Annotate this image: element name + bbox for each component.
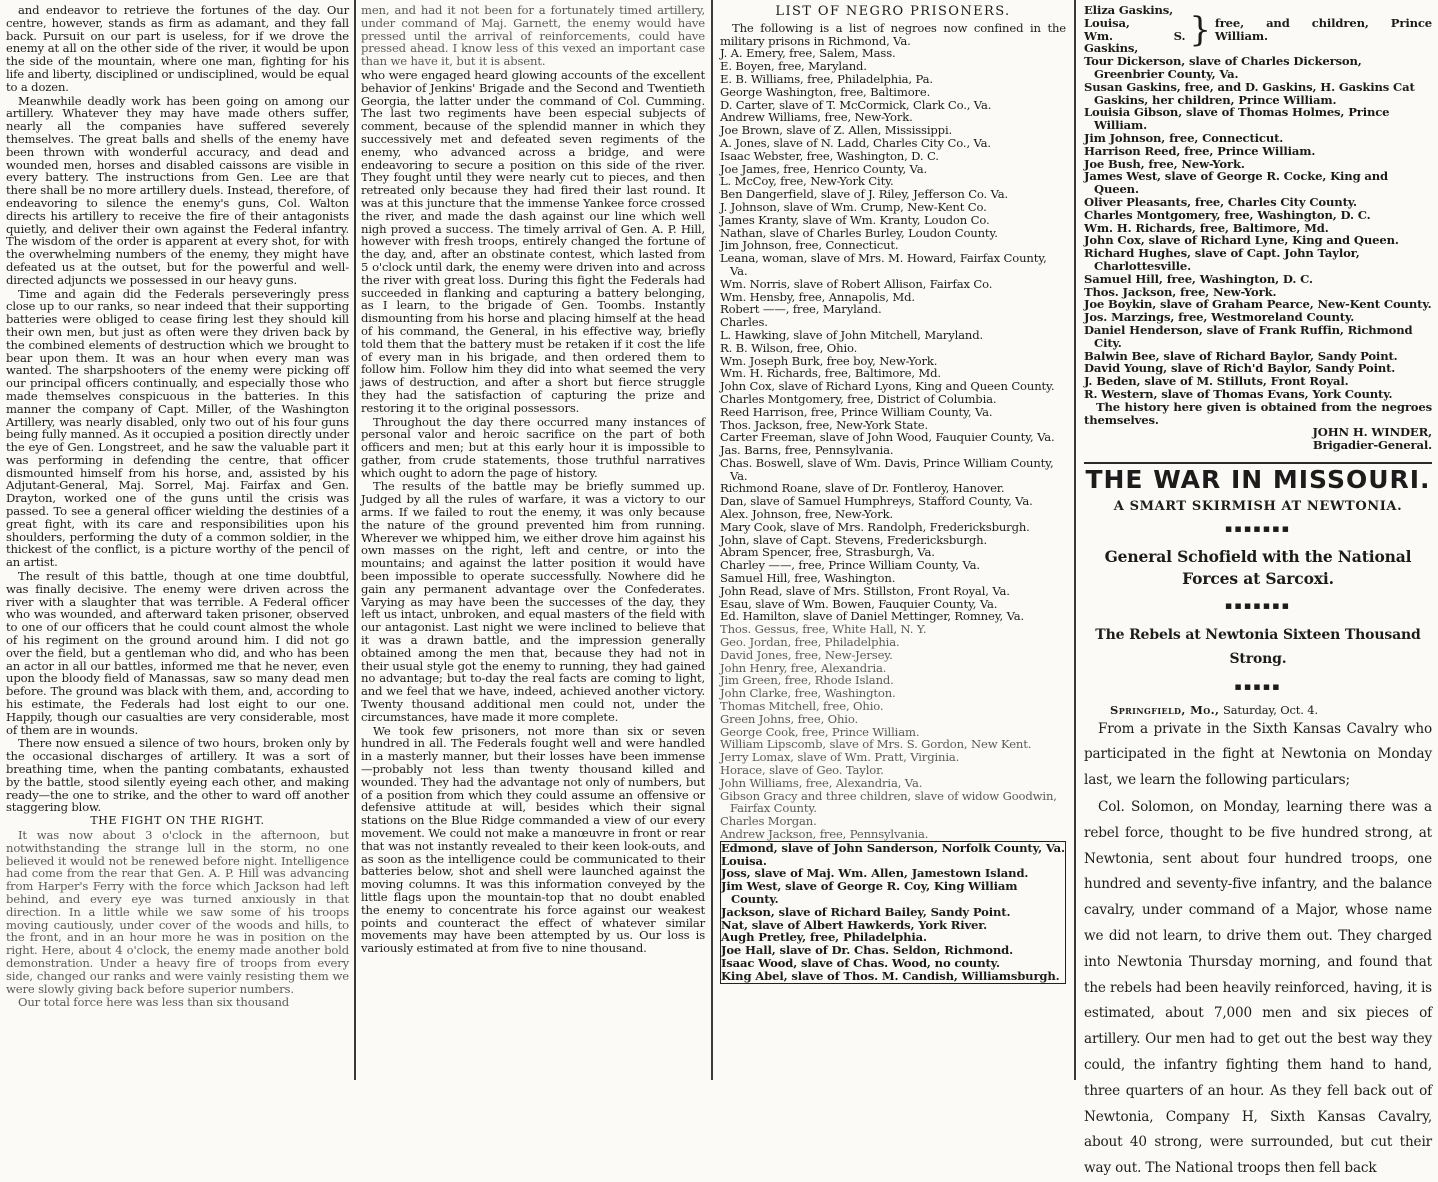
- prisoner-entry: E. Boyen, free, Maryland.: [720, 59, 867, 74]
- prisoner-list: [720, 47, 1066, 623]
- prisoner-entry: Charley ——, free, Prince William County, Va.: [720, 558, 980, 573]
- prisoner-entry: Abram Spencer, free, Strasburgh, Va.: [720, 545, 935, 560]
- prisoner-entry: Daniel Henderson, slave of Frank Ruffin, Richmond City.: [1084, 322, 1413, 350]
- prisoner-entry: Joe Bush, free, New-York.: [1084, 156, 1245, 171]
- prisoner-list-boxed: [720, 841, 1066, 984]
- signer-name: JOHN H. WINDER,: [1312, 425, 1432, 440]
- prisoner-entry: Andrew Williams, free, New-York.: [720, 110, 913, 125]
- article-paragraph: Col. Solomon, on Monday, learning there was a rebel force, thought to be five hundred strong, at Newtonia, sent about four hundred troops, one hundred and seventy-five infantry, and the balance cavalry, under command of a Major, whose name we did not learn, to drive them out. They charged into Newtonia Thursday morning, and found that the rebels had been heavily reinforced, having, it is estimated, about 7,000 men and six pieces of artillery. Our men had to get out the best way they could, the infantry fighting them hand to hand, three quarters of an hour. As they fell back out of Newtonia, Company H, Sixth Kansas Cavalry, about 40 strong, were surrounded, but cut their way out. The National troops then fell back: [1084, 799, 1432, 1177]
- prisoner-entry: Alex. Johnson, free, New-York.: [720, 507, 894, 522]
- col2-paragraph: The results of the battle may be briefly summed up. Judged by all the rules of warfare, it was a victory to our arms. If we failed to rout the enemy, it was only because the nature of the ground prevented him from running. Wherever we whipped him, we either drove him against his own masses on the right, left and centre, or into the mountains; and against the latter position it would have been impossible to operate successfully. Nowhere did he gain any permanent advantage over the Confederates. Varying as may have been the successes of the day, they left us intact, unbroken, and equal masters of the field with our antagonist. Last night we were inclined to believe that it was a drawn battle, and the impression generally obtained among the men that, because they had not in their usual style got the enemy to running, they had gained no advantage; but to-day the real facts are coming to light, and we feel that we have, indeed, achieved another victory. Twenty thousand additional men could not, under the circumstances, have made it more complete.: [361, 479, 705, 724]
- prisoner-entry: John Williams, free, Alexandria, Va.: [720, 775, 923, 790]
- list-heading: LIST OF NEGRO PRISONERS.: [775, 4, 1011, 19]
- prisoner-entry: Carter Freeman, slave of John Wood, Fauquier County, Va.: [720, 430, 1055, 445]
- prisoner-entry: Augh Pretley, free, Philadelphia.: [721, 930, 927, 945]
- list-intro: The following is a list of negroes now confined in the military prisons in Richmond, Va.: [720, 20, 1066, 48]
- prisoner-entry: R. Western, slave of Thomas Evans, York County.: [1084, 386, 1393, 401]
- prisoner-entry: Robert ——, free, Maryland.: [720, 302, 882, 317]
- prisoner-entry: Chas. Boswell, slave of Wm. Davis, Prince William County, Va.: [720, 455, 1054, 483]
- prisoner-entry: Jerry Lomax, slave of Wm. Pratt, Virginia.: [720, 750, 960, 765]
- prisoner-entry: Leana, woman, slave of Mrs. M. Howard, Fairfax County, Va.: [720, 251, 1047, 278]
- prisoner-entry: Thos. Jackson, free, New-York.: [1084, 284, 1277, 299]
- prisoner-entry: John Read, slave of Mrs. Stillston, Front Royal, Va.: [720, 583, 1010, 598]
- article-paragraph: From a private in the Sixth Kansas Cavalry who participated in the fight at Newtonia on Monday last, we learn the following particulars;: [1084, 720, 1432, 789]
- col1-paragraph: Our total force here was less than six thousand: [18, 995, 290, 1010]
- prisoner-entry: Wm. Norris, slave of Robert Allison, Fairfax Co.: [720, 276, 993, 291]
- prisoner-entry: A. Jones, slave of N. Ladd, Charles City Co., Va.: [720, 135, 991, 150]
- prisoner-entry: King Abel, slave of Thos. M. Candish, Williamsburgh.: [721, 968, 1060, 983]
- prisoner-entry: Jim Johnson, free, Connecticut.: [720, 238, 899, 253]
- col2-paragraph: Throughout the day there occurred many instances of personal valor and heroic sacrifice on the part of both officers and men; but at this early hour it is impossible to gather, from crude statements, those truthful narratives which ought to adorn the page of history.: [361, 414, 705, 480]
- col1-paragraph: It was now about 3 o'clock in the afternoon, but notwithstanding the strange lull in the storm, no one believed it would not be renewed before night. Intelligence had come from the rear that Gen. A. P. Hill was advancing from Harper's Ferry with the force which Jackson had left behind, and every eye was turned anxiously in that direction. In a little while we saw some of his troops moving cautiously, under cover of the woods and hills, to the front, and in an hour more he was in position on the right. Here, about 4 o'clock, the enemy made another bold demonstration. Under a heavy fire of troops from every side, changed our ranks and were vainly resisting them we were slowly giving back before superior numbers.: [6, 828, 349, 996]
- dateline: [1084, 704, 1432, 717]
- prisoner-entry: Jim West, slave of George R. Coy, King William County.: [721, 879, 1018, 906]
- prisoner-entry: David Young, slave of Rich'd Baylor, Sandy Point.: [1084, 361, 1396, 376]
- prisoner-entry: Green Johns, free, Ohio.: [720, 711, 859, 726]
- prisoner-entry: David Jones, free, New-Jersey.: [720, 647, 893, 662]
- deck-divider: ▪▪▪▪▪▪▪: [1224, 522, 1292, 536]
- column-rule: [711, 0, 713, 1080]
- deck-divider: ▪▪▪▪▪▪▪: [1224, 599, 1292, 613]
- prisoner-entry: John, slave of Capt. Stevens, Fredericksburgh.: [720, 532, 988, 547]
- prisoner-entry: Charles.: [720, 315, 768, 330]
- prisoner-entry: Samuel Hill, free, Washington.: [720, 571, 896, 586]
- deck-1: A SMART SKIRMISH AT NEWTONIA.: [1113, 498, 1403, 514]
- article-body: [1084, 717, 1432, 1182]
- deck-2: General Schofield with the National Forces at Sarcoxi.: [1104, 547, 1412, 589]
- prisoner-entry: Oliver Pleasants, free, Charles City County.: [1084, 194, 1357, 209]
- deck-3: The Rebels at Newtonia Sixteen Thousand Strong.: [1095, 627, 1421, 668]
- prisoner-entry: Jim Green, free, Rhode Island.: [720, 673, 894, 688]
- col2-paragraph: who were engaged heard glowing accounts of the excellent behavior of Jenkins' Brigade and the Second and Twentieth Georgia, the latter under the command of Col. Cumming. The last two regiments have been especial subjects of comment, because of the splendid manner in which they successively met and defeated seven regiments of the enemy, who advanced across a bridge, and were endeavoring to secure a position on this side of the river. They fought until they were nearly cut to pieces, and then retreated only because they had fired their last round. It was at this juncture that the immense Yankee force crossed the river, and made the dash against our line which well nigh proved a success. The timely arrival of Gen. A. P. Hill, however with fresh troops, entirely changed the fortune of the day, and, after an obstinate contest, which lasted from 5 o'clock until dark, the enemy were driven into and across the river with great loss. During this fight the Federals had succeeded in flanking and capturing a battery belonging, as I learn, to the brigade of Gen. Toombs. Instantly dismounting from his horse and placing himself at the head of his command, the General, in his effective way, briefly told them that the battery must be retaken if it cost the life of every man in his brigade, and then ordered them to follow him. Follow him they did into what seemed the very jaws of destruction, and after a short but fierce struggle they had the satisfaction of capturing the prize and restoring it to the original possessors.: [361, 67, 705, 415]
- prisoner-entry: Gibson Gracy and three children, slave of widow Goodwin, Fairfax County.: [720, 788, 1057, 816]
- prisoner-entry: Andrew Jackson, free, Pennsylvania.: [720, 827, 929, 841]
- prisoner-entry: George Cook, free, Prince William.: [720, 724, 920, 739]
- prisoner-list-faded: [720, 623, 1066, 841]
- column-2: [355, 0, 711, 1080]
- prisoner-entry: Joe James, free, Henrico County, Va.: [720, 161, 928, 176]
- prisoner-entry: L. McCoy, free, New-York City.: [720, 174, 894, 189]
- prisoner-entry: Tour Dickerson, slave of Charles Dickerson, Greenbrier County, Va.: [1084, 54, 1362, 81]
- prisoner-entry: Joe Hall, slave of Dr. Chas. Seldon, Richmond.: [721, 943, 1013, 958]
- col1-paragraph: There now ensued a silence of two hours, broken only by the occasional discharges of artillery. It was a sort of breathing time, when the panting combatants, exhausted by the battle, stood silently eyeing each other, and making ready—the one to strike, and the other to ward off another staggering blow.: [6, 736, 349, 815]
- prisoner-entry: Isaac Webster, free, Washington, D. C.: [720, 148, 939, 163]
- dateline-place: Springfield, Mo.,: [1110, 702, 1220, 717]
- prisoner-entry: Wm. H. Richards, free, Baltimore, Md.: [1084, 220, 1329, 235]
- brace-entry: [1084, 4, 1432, 55]
- prisoner-entry: Thos. Gessus, free, White Hall, N. Y.: [720, 622, 927, 637]
- col2-paragraph: We took few prisoners, not more than six or seven hundred in all. The Federals fought well and were handled in a masterly manner, but their losses have been immense—probably not less than twenty thousand killed and wounded. They had the advantage not only of numbers, but of a position from which they could assume an offensive or defensive attitude at will, besides which their signal stations on the Blue Ridge commanded a view of our every movement. We could not make a manœuvre in front or rear that was not instantly revealed to their keen look-outs, and as soon as the intelligence could be communicated to their batteries below, shot and shell were launched against the moving columns. It was this information conveyed by the little flags upon the mountain-top that no doubt enabled the enemy to concentrate his force against our weakest points and counteract the effect of whatever similar movements may have been attempted by us. Our loss is variously estimated at from five to nine thousand.: [361, 723, 705, 956]
- prisoner-entry: Jim Johnson, free, Connecticut.: [1084, 130, 1284, 145]
- prisoner-entry: Wm. Hensby, free, Annapolis, Md.: [720, 289, 915, 304]
- column-1: [0, 0, 355, 1080]
- prisoner-entry: John Cox, slave of Richard Lyons, King and Queen County.: [720, 379, 1055, 394]
- prisoner-entry: Thomas Mitchell, free, Ohio.: [720, 699, 884, 714]
- prisoner-entry: John Clarke, free, Washington.: [720, 686, 896, 701]
- prisoner-entry: R. B. Wilson, free, Ohio.: [720, 340, 858, 355]
- prisoner-entry: Balwin Bee, slave of Richard Baylor, Sandy Point.: [1084, 348, 1398, 363]
- prisoner-entry: J. A. Emery, free, Salem, Mass.: [720, 46, 896, 61]
- brace-name: Eliza Gaskins,: [1084, 3, 1174, 17]
- headline: THE WAR IN MISSOURI.: [1085, 464, 1431, 494]
- prisoner-entry: Charles Montgomery, free, Washington, D. C.: [1084, 207, 1371, 222]
- dateline-date: Saturday, Oct. 4.: [1222, 702, 1318, 717]
- col1-paragraph: Time and again did the Federals perseveringly press close up to our ranks, so near indeed that their supporting batteries were obliged to cease firing lest they should kill their own men, but just as often were they driven back by the combined elements of destruction which we brought to bear upon them. It was an hour when every man was wanted. The sharpshooters of the enemy were picking off our principal officers continually, and especially those who made themselves conspicuous in the batteries. In this manner the company of Capt. Miller, of the Washington Artillery, was nearly disabled, only two out of his four guns being fully manned. As it occupied a position directly under the eye of Gen. Longstreet, and he saw the valuable part it was performing in defending the centre, that officer dismounted himself from his horse, and, assisted by his Adjutant-General, Maj. Sorrel, Maj. Fairfax and Gen. Drayton, worked one of the guns until the crisis was passed. To see a general officer wielding the destinies of a great fight, with its care and responsibilities upon his shoulders, performing the duty of a common soldier, in the thickest of the conflict, is a picture worthy of the pencil of an artist.: [6, 286, 349, 570]
- brace-name: Wm. S. Gaskins,: [1084, 28, 1186, 56]
- prisoner-entry: Isaac Wood, slave of Chas. Wood, no county.: [721, 955, 1000, 970]
- prisoner-entry: Ben Dangerfield, slave of J. Riley, Jefferson Co. Va.: [720, 187, 1009, 202]
- prisoner-entry: John Cox, slave of Richard Lyne, King and Queen.: [1084, 233, 1399, 248]
- prisoner-entry: J. Beden, slave of M. Stilluts, Front Royal.: [1084, 374, 1349, 389]
- prisoner-entry: Louisia Gibson, slave of Thomas Holmes, Prince William.: [1084, 105, 1390, 133]
- prisoner-entry: Ed. Hamilton, slave of Daniel Mettinger, Romney, Va.: [720, 609, 1025, 624]
- prisoner-entry: James West, slave of George R. Cocke, King and Queen.: [1084, 169, 1389, 197]
- prisoner-entry: Joe Boykin, slave of Graham Pearce, New-Kent County.: [1084, 297, 1432, 312]
- prisoner-entry: Samuel Hill, free, Washington, D. C.: [1084, 271, 1313, 286]
- signer-title: Brigadier-General.: [1312, 438, 1432, 453]
- prisoner-entry: Charles Montgomery, free, District of Columbia.: [720, 391, 997, 406]
- prisoner-entry: E. B. Williams, free, Philadelphia, Pa.: [720, 71, 933, 86]
- brace-glyph: }: [1189, 9, 1211, 50]
- deck-divider: ▪▪▪▪▪: [1234, 680, 1282, 694]
- column-rule: [1074, 0, 1076, 1080]
- prisoner-entry: Dan, slave of Samuel Humphreys, Stafford County, Va.: [720, 494, 1033, 509]
- brace-name: Louisa,: [1084, 15, 1130, 30]
- prisoner-entry: Edmond, slave of John Sanderson, Norfolk County, Va.: [721, 840, 1065, 855]
- prisoner-entry: George Washington, free, Baltimore.: [720, 84, 931, 99]
- prisoner-entry: Reed Harrison, free, Prince William County, Va.: [720, 404, 993, 419]
- prisoner-entry: Horace, slave of Geo. Taylor.: [720, 763, 884, 778]
- prisoner-entry: Geo. Jordan, free, Philadelphia.: [720, 635, 900, 650]
- prisoner-entry: Wm. Joseph Burk, free boy, New-York.: [720, 353, 938, 368]
- prisoner-entry: John Henry, free, Alexandria.: [720, 660, 887, 675]
- prisoner-entry: Charles Morgan.: [720, 814, 817, 829]
- col1-paragraph: Meanwhile deadly work has been going on among our artillery. Whatever they may have made others suffer, nearly all the companies have suffered severely themselves. The great balls and shells of the enemy have been thrown with wonderful accuracy, and dead and wounded men, horses and disabled caissons are visible in every battery. The instructions from Gen. Lee are that there shall be no more artillery duels. Instead, therefore, of endeavoring to silence the enemy's guns, Col. Walton directs his artillery to receive the fire of their antagonists quietly, and deliver their own against the Federal infantry. The wisdom of the order is apparent at every shot, for with the overwhelming numbers of the enemy, they might have defeated us at the outset, but for the powerful and well-directed adjuncts we possessed in our heavy guns.: [6, 93, 349, 287]
- prisoner-entry: Nat, slave of Albert Hawkerds, York River.: [721, 917, 988, 932]
- section-separator: [1084, 462, 1432, 464]
- prisoner-entry: Joe Brown, slave of Z. Allen, Mississippi.: [720, 123, 953, 138]
- col2-faded-fragment: men, and had it not been for a fortunately timed artillery, under command of Maj. Garnett, the enemy would have pressed until the arrival of reinforcements, could have pressed ahead. I know less of this vexed an important case than we have it, but it is absent.: [361, 3, 705, 69]
- prisoner-entry: Thos. Jackson, free, New-York State.: [720, 417, 929, 432]
- prisoner-entry: Louisa.: [721, 853, 767, 868]
- column-3: [714, 0, 1072, 1080]
- prisoner-entry: L. Hawking, slave of John Mitchell, Maryland.: [720, 327, 984, 342]
- brace-text: free, and children, Prince William.: [1214, 15, 1432, 43]
- col1-paragraph: The result of this battle, though at one time doubtful, was finally decisive. The enemy were driven across the river with a slaughter that was terrible. A Federal officer who was wounded, and afterward taken prisoner, observed to one of our officers that he could count almost the whole of his regiment on the ground around him. I did not go over the field, but a gentleman who did, and who has been an actor in all our battles, informed me that he never, even upon the bloody field of Manassas, saw so many dead men before. The ground was black with them, and, according to his estimate, the Federals had lost eight to our one. Happily, though our casualties are very considerable, most of them are in wounds.: [6, 569, 349, 737]
- closing-note: The history here given is obtained from the negroes themselves.: [1084, 399, 1432, 427]
- prisoner-entry: Richard Hughes, slave of Capt. John Taylor, Charlottesville.: [1084, 246, 1360, 273]
- prisoner-entry: Jas. Barns, free, Pennsylvania.: [720, 443, 894, 458]
- prisoner-entry: Joss, slave of Maj. Wm. Allen, Jamestown Island.: [721, 866, 1029, 881]
- prisoner-entry: D. Carter, slave of T. McCormick, Clark Co., Va.: [720, 97, 992, 112]
- prisoner-entry: Susan Gaskins, free, and D. Gaskins, H. Gaskins Cat Gaskins, her children, Prince William.: [1084, 79, 1415, 107]
- prisoner-list-continued: [1084, 55, 1432, 401]
- prisoner-entry: Richmond Roane, slave of Dr. Fontleroy, Hanover.: [720, 481, 1005, 496]
- prisoner-entry: Jos. Marzings, free, Westmoreland County.: [1084, 310, 1355, 325]
- prisoner-entry: Jackson, slave of Richard Bailey, Sandy Point.: [721, 904, 1011, 919]
- prisoner-entry: James Kranty, slave of Wm. Kranty, Loudon Co.: [720, 212, 990, 227]
- prisoner-entry: Esau, slave of Wm. Bowen, Fauquier County, Va.: [720, 596, 998, 611]
- col1-paragraph: and endeavor to retrieve the fortunes of the day. Our centre, however, stands as firm as adamant, and they fall back. Pursuit on our part is useless, for if we drove the enemy at all on the other side of the river, it would be upon the side of the mountain, where one man, fighting for his life and liberty, disciplined or undisciplined, would be equal to a dozen.: [6, 3, 349, 94]
- prisoner-entry: Wm. H. Richards, free, Baltimore, Md.: [720, 366, 941, 381]
- prisoner-entry: William Lipscomb, slave of Mrs. S. Gordon, New Kent.: [720, 737, 1032, 752]
- section-subhead: THE FIGHT ON THE RIGHT.: [90, 814, 265, 828]
- prisoner-entry: Harrison Reed, free, Prince William.: [1084, 143, 1316, 158]
- prisoner-entry: Mary Cook, slave of Mrs. Randolph, Fredericksburgh.: [720, 519, 1030, 534]
- column-4: [1078, 0, 1438, 1177]
- prisoner-entry: Nathan, slave of Charles Burley, Loudon County.: [720, 225, 998, 240]
- prisoner-entry: J. Johnson, slave of Wm. Crump, New-Kent Co.: [720, 199, 987, 214]
